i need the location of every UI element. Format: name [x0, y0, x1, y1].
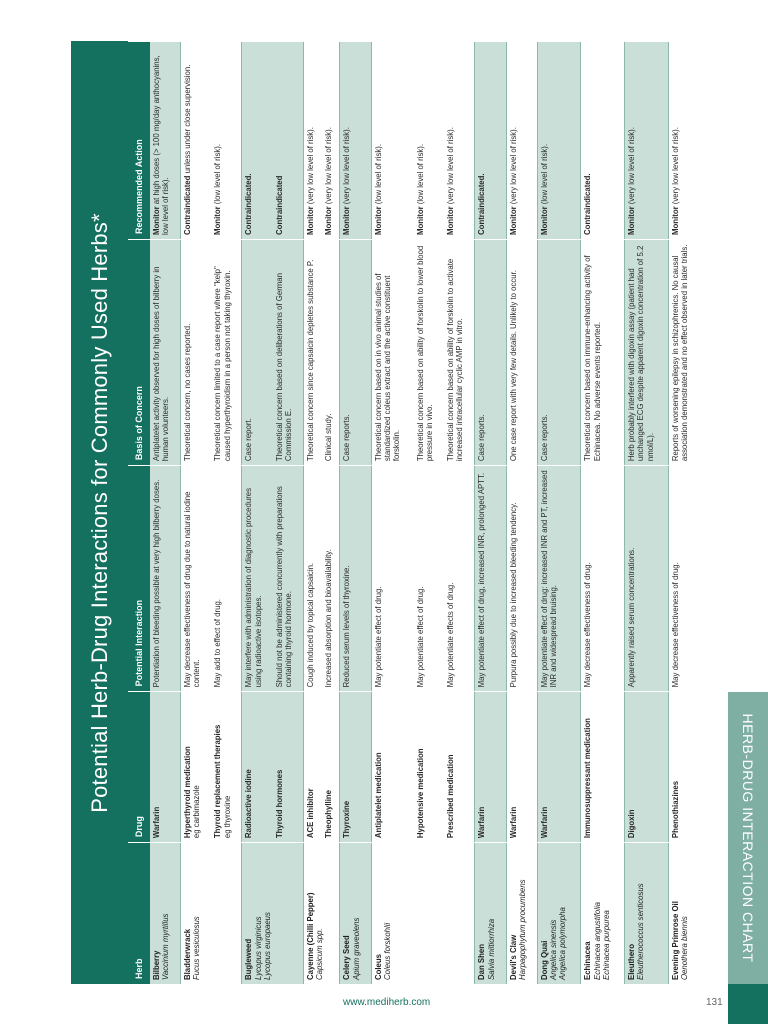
herb-cell [150, 843, 181, 984]
drug-cell [668, 692, 699, 843]
table-row [581, 42, 625, 985]
herb-cell [242, 843, 303, 984]
drug-name: Hyperthyroid medication [183, 746, 193, 839]
herb-cell [475, 843, 506, 984]
footer-url: www.mediherb.com [343, 997, 431, 1008]
side-tab [728, 984, 768, 1024]
drug-name: Digoxin [627, 809, 637, 839]
page-title: Potential Herb-Drug Interactions for Commonly Used Herbs* [86, 212, 112, 813]
interaction-table-wrapper [128, 41, 699, 984]
herb-cell [625, 843, 669, 984]
drug-name: Thyroxine [342, 800, 352, 839]
drug-example: eg carbimazole [192, 785, 202, 839]
action-detail: at high doses (> 100 mg/day anthocyanins, low level of risk). [152, 55, 171, 235]
herb-cell [371, 843, 475, 984]
drug-cell [242, 692, 273, 843]
table-row [668, 42, 699, 985]
herb-latin-name: Angelica sinensis Angelica polymorpha [549, 907, 568, 980]
header-drug: Drug [128, 692, 150, 843]
table-row [150, 42, 181, 985]
drug-cell [273, 692, 304, 843]
drug-cell [340, 692, 371, 843]
drug-name: ACE inhibitor [305, 788, 315, 839]
action-detail: (very low level of risk). [323, 127, 333, 207]
herb-name: Devil's Claw [508, 934, 518, 980]
basis-cell: Herb probably interfered with digoxin assay (patient had unchanged ECG despite apparent digoxin concentration of 5.2 nmol/L). [625, 239, 669, 465]
action-keyword: Monitor [446, 206, 456, 235]
page-number: 131 [706, 997, 723, 1008]
action-cell [211, 42, 242, 240]
drug-cell [303, 692, 321, 843]
action-cell [625, 42, 669, 240]
action-detail: (very low level of risk). [670, 127, 680, 207]
action-cell [340, 42, 371, 240]
interaction-cell: May potentiate effect of drug: increased INR and PT, increased INR and widespread bruising. [537, 466, 581, 692]
herb-name: Bugleweed [244, 938, 254, 980]
herb-latin-name: Vaccinium myrtillus [161, 913, 171, 980]
action-cell [273, 42, 304, 240]
basis-cell: Theoretical concern based on in vivo animal studies of standardized coleus extract and the active constituent forskolin. [371, 239, 414, 465]
basis-cell: Reports of worsening epilepsy in schizophrenics. No causal association demonstrated and no effect observed in later trials. [668, 239, 699, 465]
action-keyword: Monitor [373, 206, 383, 235]
basis-cell: Antiplatelet activity observed for high doses of bilberry in human volunteers. [150, 239, 181, 465]
drug-name: Warfarin [152, 806, 161, 839]
herb-name: Eleuthero [627, 944, 637, 980]
action-cell [303, 42, 321, 240]
drug-cell [150, 692, 181, 843]
interaction-cell: Increased absorption and bioavailability. [322, 466, 340, 692]
action-cell [444, 42, 475, 240]
action-detail: (low level of risk). [213, 143, 223, 207]
table-row [340, 42, 371, 985]
action-keyword: Contraindicated. [583, 173, 593, 235]
interaction-cell: May potentiate effects of drug. [444, 466, 475, 692]
drug-cell [475, 692, 506, 843]
herb-latin-name: Coleus forskohlii [382, 922, 392, 980]
action-keyword: Monitor [539, 206, 549, 235]
action-keyword: Contraindicated [183, 175, 193, 235]
action-cell [581, 42, 625, 240]
table-row [625, 42, 669, 985]
action-keyword: Monitor [627, 206, 637, 235]
herb-name: Cayenne (Chilli Pepper) [305, 892, 315, 980]
herb-name: Echinacea [583, 941, 593, 980]
action-keyword: Contraindicated [274, 175, 284, 235]
action-cell [506, 42, 537, 240]
drug-cell [414, 692, 444, 843]
action-detail: (low level of risk). [373, 143, 383, 207]
drug-name: Warfarin [539, 806, 549, 839]
basis-cell: Theoretical concern based on deliberations of German Commission E. [273, 239, 304, 465]
herb-latin-name: Fucus vesiculosus [192, 916, 202, 980]
herb-name: Dan Shen [477, 944, 487, 980]
action-detail: (very low level of risk). [446, 127, 456, 207]
action-cell [181, 42, 212, 240]
interaction-cell: May decrease effectiveness of drug. [581, 466, 625, 692]
action-keyword: Contraindicated. [244, 173, 254, 235]
interaction-table [128, 41, 699, 984]
header-interaction: Potential Interaction [128, 466, 150, 692]
table-row [303, 42, 321, 985]
basis-cell: One case report with very few details. Unlikely to occur. [506, 239, 537, 465]
interaction-cell: Purpura possibly due to increased bleeding tendency. [506, 466, 537, 692]
action-detail: (low level of risk). [416, 143, 426, 207]
action-detail: (very low level of risk). [305, 127, 315, 207]
table-row [506, 42, 537, 985]
drug-cell [371, 692, 414, 843]
drug-name: Thyroid replacement therapies [213, 724, 223, 839]
action-keyword: Monitor [416, 206, 426, 235]
herb-latin-name: Lycopus virginicus Lycopus europaeus [253, 912, 273, 980]
herb-latin-name: Eleutherococcus senticosus [636, 883, 646, 980]
interaction-cell: May potentiate effect of drug. [414, 466, 444, 692]
basis-cell: Case report. [242, 239, 273, 465]
drug-name: Antiplatelet medication [373, 752, 383, 839]
herb-cell [506, 843, 537, 984]
basis-cell: Theoretical concern based on immune-enhancing activity of Echinacea. No adverse events reported. [581, 239, 625, 465]
action-cell [242, 42, 273, 240]
drug-cell [181, 692, 212, 843]
action-keyword: Monitor [305, 206, 315, 235]
drug-name: Warfarin [477, 806, 487, 839]
title-band [71, 41, 128, 984]
drug-name: Hypotensive medication [416, 748, 426, 839]
herb-name: Evening Primrose Oil [670, 901, 680, 980]
table-row [475, 42, 506, 985]
herb-cell [340, 843, 371, 984]
basis-cell: Theoretical concern based on ability of forskolin to activate increased intracellular cyclic AMP in vitro. [444, 239, 475, 465]
action-keyword: Monitor [342, 206, 352, 235]
drug-cell [537, 692, 581, 843]
drug-cell [322, 692, 340, 843]
table-row [537, 42, 581, 985]
action-keyword: Monitor [213, 206, 223, 235]
action-keyword: Contraindicated. [477, 173, 487, 235]
action-cell [414, 42, 444, 240]
basis-cell: Clinical study. [322, 239, 340, 465]
drug-example: eg thyroxine [222, 795, 232, 839]
drug-name: Thyroid hormones [274, 769, 284, 839]
herb-cell [668, 843, 699, 984]
basis-cell: Case reports. [537, 239, 581, 465]
herb-cell [537, 843, 581, 984]
drug-name: Theophylline [323, 790, 333, 839]
action-cell [322, 42, 340, 240]
herb-latin-name: Apium graveolens [351, 917, 361, 980]
side-band [728, 692, 768, 984]
drug-name: Warfarin [508, 806, 518, 839]
herb-name: Celery Seed [342, 935, 352, 980]
interaction-cell: Potentiation of bleeding possible at very high bilberry doses. [150, 466, 181, 692]
table-body [150, 42, 699, 985]
header-herb: Herb [128, 843, 150, 984]
drug-cell [506, 692, 537, 843]
action-cell [150, 42, 181, 240]
drug-name: Immunosuppressant medication [583, 718, 593, 839]
action-keyword: Monitor [508, 206, 518, 235]
drug-name: Prescribed medication [446, 754, 456, 839]
action-detail: (low level of risk). [539, 143, 549, 207]
table-row [371, 42, 414, 985]
herb-latin-name: Capsicum spp. [315, 928, 325, 980]
header-action: Recommended Action [128, 42, 150, 240]
action-detail: (very low level of risk). [627, 127, 637, 207]
interaction-cell: May add to effect of drug. [211, 466, 242, 692]
drug-cell [581, 692, 625, 843]
herb-name: Bilberry [152, 950, 161, 980]
basis-cell: Case reports. [340, 239, 371, 465]
basis-cell: Theoretical concern since capsaicin depletes substance P. [303, 239, 321, 465]
interaction-cell: Apparently raised serum concentrations. [625, 466, 669, 692]
action-keyword: Monitor [670, 206, 680, 235]
herb-name: Bladderwrack [183, 928, 193, 980]
herb-cell [181, 843, 242, 984]
action-keyword: Monitor [323, 206, 333, 235]
interaction-cell: May potentiate effect of drug. [371, 466, 414, 692]
table-header-row [128, 42, 150, 985]
action-detail: unless under close supervision. [183, 64, 193, 176]
drug-cell [211, 692, 242, 843]
interaction-cell: Reduced serum levels of thyroxine. [340, 466, 371, 692]
action-cell [475, 42, 506, 240]
basis-cell: Theoretical concern, no cases reported. [181, 239, 212, 465]
herb-latin-name: Echinacea angustifolia Echinacea purpurea [592, 901, 612, 980]
herb-name: Dong Quai [539, 940, 549, 980]
drug-name: Radioactive iodine [244, 769, 254, 839]
action-detail: (very low level of risk). [508, 127, 518, 207]
action-keyword: Monitor [152, 206, 161, 235]
side-label: HERB-DRUG INTERACTION CHART [740, 713, 756, 963]
herb-name: Coleus [373, 954, 383, 980]
basis-cell: Case reports. [475, 239, 506, 465]
drug-cell [444, 692, 475, 843]
basis-cell: Theoretical concern based on ability of forskolin to lower blood pressure in vivo. [414, 239, 444, 465]
herb-latin-name: Salvia miltiorrhiza [486, 918, 496, 980]
herb-latin-name: Harpagophytum procumbens [517, 879, 527, 980]
herb-cell [303, 843, 340, 984]
action-cell [668, 42, 699, 240]
interaction-cell: May decrease effectiveness of drug. [668, 466, 699, 692]
drug-name: Phenothiazines [670, 780, 680, 839]
interaction-cell: May decrease effectiveness of drug due to natural iodine content. [181, 466, 212, 692]
interaction-cell: May potentiate effect of drug, increased INR, prolonged APTT. [475, 466, 506, 692]
interaction-cell: Cough induced by topical capsaicin. [303, 466, 321, 692]
drug-cell [625, 692, 669, 843]
basis-cell: Theoretical concern limited to a case report where "kelp" caused hyperthyroidism in a person not taking thyroxin. [211, 239, 242, 465]
action-detail: (very low level of risk). [342, 127, 352, 207]
herb-latin-name: Oenothera biennis [680, 916, 690, 980]
action-cell [371, 42, 414, 240]
action-cell [537, 42, 581, 240]
table-row [242, 42, 273, 985]
interaction-cell: Should not be administered concurrently with preparations containing thyroid hormone. [273, 466, 304, 692]
header-basis: Basis of Concern [128, 239, 150, 465]
interaction-cell: May interfere with administration of diagnostic procedures using radioactive isotopes. [242, 466, 273, 692]
herb-cell [581, 843, 625, 984]
table-row [181, 42, 212, 985]
